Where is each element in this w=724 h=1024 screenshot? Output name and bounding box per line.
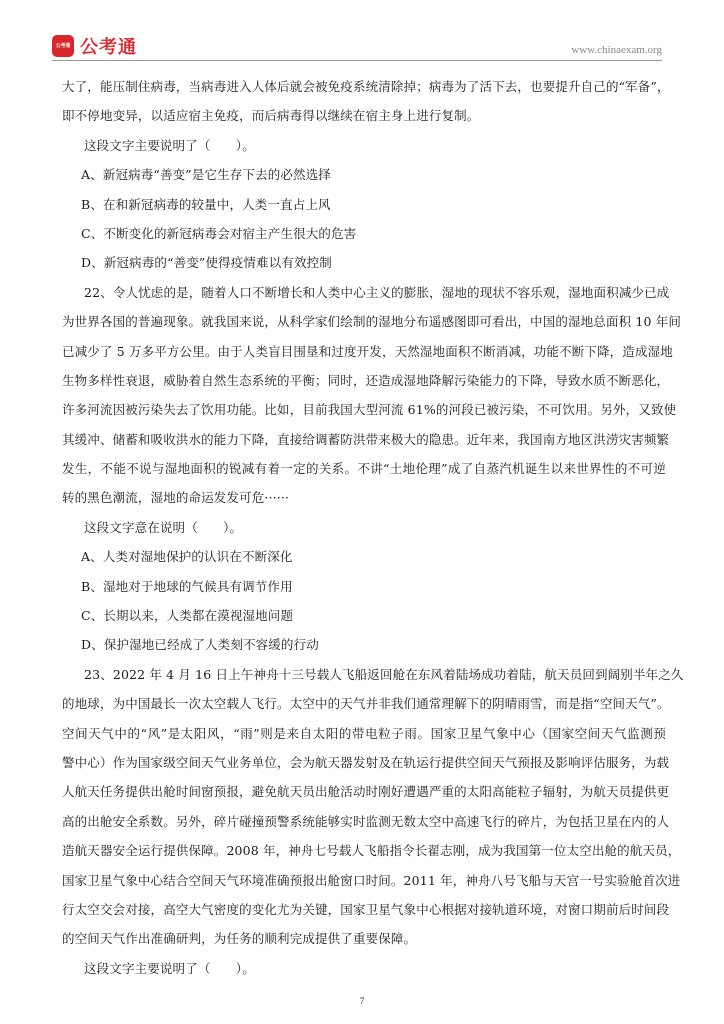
- paragraph-line: 空间天气中的“风”是太阳风，“雨”则是来自太阳的带电粒子雨。国家卫星气象中心（国家空间天气监测预: [62, 725, 666, 741]
- logo-badge-icon: 公考通: [52, 35, 74, 57]
- question-prompt: 这段文字主要说明了（ ）。: [84, 137, 255, 153]
- answer-option[interactable]: D、新冠病毒的“善变”使得疫情难以有效控制: [81, 255, 332, 271]
- paragraph-line: 即不停地变异，以适应宿主免疫，而后病毒得以继续在宿主身上进行复制。: [62, 108, 480, 124]
- question-prompt: 这段文字意在说明（ ）。: [84, 519, 243, 535]
- paragraph-line: 发生，不能不说与湿地面积的锐减有着一定的关系。不讲“土地伦理”成了自蒸汽机诞生以来世界性的不可逆: [62, 461, 666, 477]
- paragraph-line: 行太空交会对接，高空大气密度的变化尤为关键，国家卫星气象中心根据对接轨道环境，对窗口期前后时间段: [62, 901, 670, 917]
- header-divider: [52, 60, 662, 61]
- paragraph-line: 已减少了 5 万多平方公里。由于人类盲目围垦和过度开发，天然湿地面积不断消减，功能不断下降，造成湿地: [62, 343, 673, 359]
- answer-option[interactable]: B、湿地对于地球的气候具有调节作用: [81, 578, 293, 594]
- paragraph-line: 转的黑色潮流，湿地的命运发发可危······: [62, 490, 290, 506]
- brand-logo[interactable]: [52, 33, 137, 59]
- paragraph-line: 警中心）作为国家级空间天气业务单位，会为航天器发射及在轨运行提供空间天气预报及影响评估服务，为载: [62, 754, 670, 770]
- question-prompt: 这段文字主要说明了（ ）。: [84, 960, 255, 976]
- paragraph-line: 的地球，为中国最长一次太空载人飞行。太空中的天气并非我们通常理解下的阴晴雨雪，而是指“空间天气”。: [62, 696, 670, 712]
- paragraph-line: 高的出舱安全系数。另外，碎片碰撞预警系统能够实时监测无数太空中高速飞行的碎片，为包括卫星在内的人: [62, 813, 670, 829]
- answer-option[interactable]: C、不断变化的新冠病毒会对宿主产生很大的危害: [81, 225, 357, 241]
- paragraph-line: 国家卫星气象中心结合空间天气环境准确预报出舱窗口时间。2011 年，神舟八号飞船与天宫一号实验舱首次进: [62, 872, 681, 888]
- answer-option[interactable]: A、人类对湿地保护的认识在不断深化: [81, 549, 293, 565]
- paragraph-line: 大了，能压制住病毒，当病毒进入人体后就会被免疫系统清除掉；病毒为了活下去，也要提升自己的“军备”，: [62, 79, 670, 94]
- paragraph-line: 的空间天气作出准确研判，为任务的顺利完成提供了重要保障。: [62, 931, 417, 947]
- page-number: 7: [359, 996, 365, 1006]
- brand-name: 公考通: [80, 37, 137, 58]
- question-number-line: 23、2022 年 4 月 16 日上午神舟十三号载人飞船返回舱在东风着陆场成功着陆，航天员回到阔别半年之久: [84, 666, 684, 682]
- answer-option[interactable]: D、保护湿地已经成了人类刻不容缓的行动: [81, 637, 319, 653]
- answer-option[interactable]: C、长期以来，人类都在漠视湿地问题: [81, 608, 294, 624]
- paragraph-line: 其缓冲、储蓄和吸收洪水的能力下降，直接给调蓄防洪带来极大的隐患。近年来，我国南方地区洪涝灾害频繁: [62, 431, 670, 447]
- site-url[interactable]: www.chinaexam.org: [571, 44, 662, 56]
- answer-option[interactable]: A、新冠病毒“善变”是它生存下去的必然选择: [81, 167, 331, 183]
- page-header: [0, 0, 724, 62]
- paragraph-line: 造航天器安全运行提供保障。2008 年，神舟七号载人飞船指令长翟志刚，成为我国第一位太空出舱的航天员，: [62, 843, 681, 859]
- document-body: [62, 72, 684, 983]
- paragraph-line: 生物多样性衰退，威胁着自然生态系统的平衡；同时，还造成湿地降解污染能力的下降，导致水质不断恶化，: [62, 372, 670, 388]
- paragraph-line: 为世界各国的普遍现象。就我国来说，从科学家们绘制的湿地分布遥感图即可看出，中国的湿地总面积 10 年间: [62, 314, 682, 330]
- answer-option[interactable]: B、在和新冠病毒的较量中，人类一直占上风: [81, 196, 331, 212]
- paragraph-line: 人航天任务提供出舱时间窗预报，避免航天员出舱活动时刚好遭遇严重的太阳高能粒子辐射，为航天员提供更: [62, 784, 670, 800]
- paragraph-line: 许多河流因被污染失去了饮用功能。比如，目前我国大型河流 61%的河段已被污染，不可饮用。另外，又致使: [62, 402, 677, 418]
- question-number-line: 22、令人忧虑的是，随着人口不断增长和人类中心主义的膨胀，湿地的现状不容乐观，湿地面积减少已成: [84, 284, 670, 300]
